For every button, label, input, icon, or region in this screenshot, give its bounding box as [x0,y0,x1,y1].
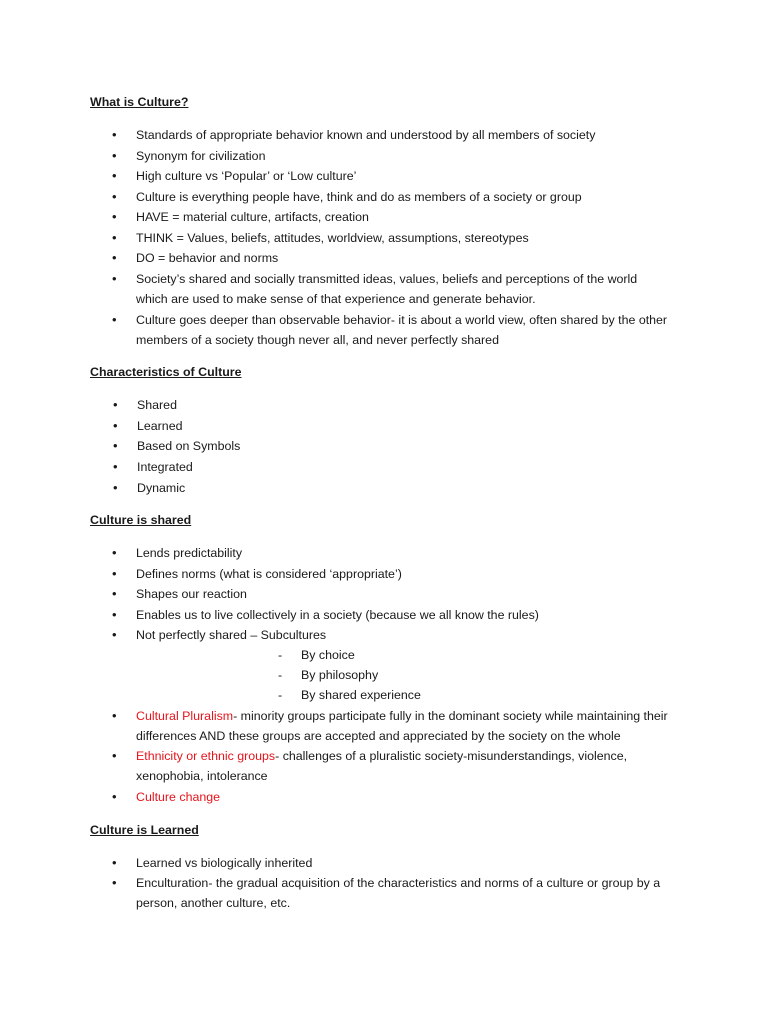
list-item: • Shared [113,397,177,412]
list-item: • DO = behavior and norms [112,250,279,265]
list-item: • Culture is everything people have, think and do as members of a society or group [112,189,582,204]
list-item: • Shapes our reaction [112,586,247,601]
sub-list-item: - By shared experience [278,688,421,702]
list-item: • Synonym for civilization [112,148,266,163]
term-enculturation: Enculturation [136,876,209,890]
sub-list-item: - By philosophy [278,668,379,682]
list-item: • Learned vs biologically inherited [112,855,313,870]
list-item: • Enables us to live collectively in a society (because we all know the rules) [112,607,539,622]
list-item: • Learned [113,418,183,433]
list-item: • Not perfectly shared – Subcultures [112,627,327,642]
list-item: • Based on Symbols [113,438,241,453]
list-item: • Integrated [113,459,193,474]
list-item-term: • Ethnicity or ethnic groups- challenges of a pluralistic society-misunderstandings, violence, xenophobia, intolerance [112,748,628,784]
heading-what-is-culture: What is Culture? [90,95,189,109]
list-item: • Society’s shared and socially transmitted ideas, values, beliefs and perceptions of the world which are used to make sense of that experience and generate behavior. [112,271,638,307]
list-item: • THINK = Values, beliefs, attitudes, worldview, assumptions, stereotypes [112,230,529,245]
list-item-term: • Enculturation- the gradual acquisition of the characteristics and norms of a culture or group by a person, another culture, etc. [112,875,661,911]
list-item-term: • Culture change [112,789,221,804]
list-item: • Standards of appropriate behavior known and understood by all members of society [112,127,596,142]
heading-characteristics: Characteristics of Culture [90,365,242,379]
term-ethnicity: Ethnicity or ethnic groups [136,749,276,763]
list-item: • HAVE = material culture, artifacts, creation [112,209,369,224]
sub-list-item: - By choice [278,648,355,662]
list-item: • Lends predictability [112,545,243,560]
list-item-term: • Cultural Pluralism- minority groups participate fully in the dominant society while maintaining their differences AND these groups are accepted and appreciated by the society on the whole [112,708,668,744]
heading-culture-is-shared: Culture is shared [90,513,192,527]
list-item: • Defines norms (what is considered ‘appropriate’) [112,566,402,581]
term-culture-change: Culture change [136,790,221,804]
list-item: • High culture vs ‘Popular’ or ‘Low culture’ [112,168,357,183]
term-cultural-pluralism: Cultural Pluralism [136,709,234,723]
list-item: • Culture goes deeper than observable behavior- it is about a world view, often shared by the other members of a society though never all, and never perfectly shared [112,312,668,348]
list-item: • Dynamic [113,480,186,495]
heading-culture-is-learned: Culture is Learned [90,823,199,837]
